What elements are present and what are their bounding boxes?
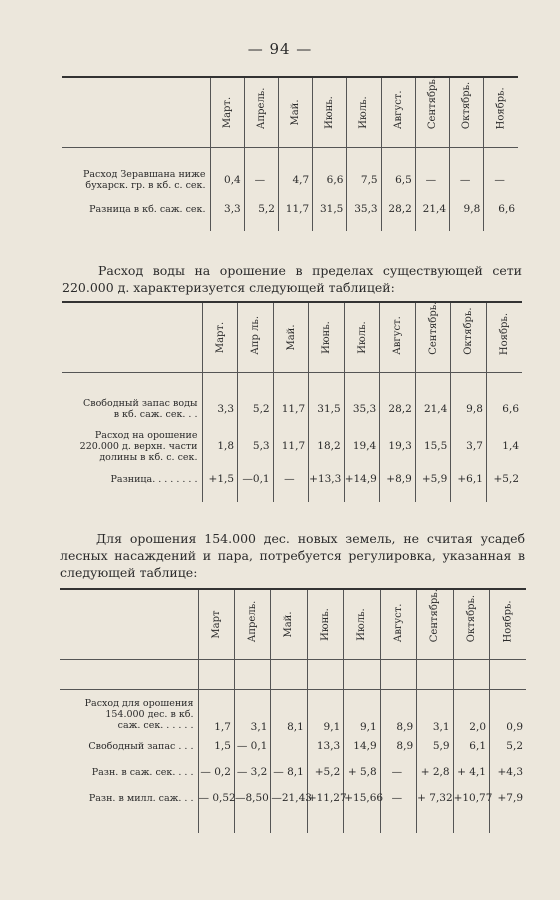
- table-cell: +6,1: [451, 466, 487, 492]
- table-cell: +1,5: [202, 466, 238, 492]
- month-header: Июль.: [344, 589, 380, 659]
- table-cell: +10,77: [453, 785, 489, 811]
- table-cell: 21,4: [415, 199, 449, 219]
- table-cell: 11,7: [278, 199, 312, 219]
- month-header: Апрель.: [244, 77, 278, 147]
- table-cell: 0,4: [210, 161, 244, 199]
- row-label: Расход Зеравшана ниже бухарск. гр. в кб. с. сек.: [83, 169, 206, 191]
- table-cell: —: [415, 161, 449, 199]
- table-cell: —: [380, 785, 416, 811]
- table-cell: — 3,2: [234, 759, 270, 785]
- row-label: Свободный запас . . .: [88, 740, 194, 752]
- month-header: Сентябрь.: [417, 589, 453, 659]
- table-row: [62, 161, 518, 199]
- table-cell: 5,9: [417, 733, 453, 759]
- row-label: Разн. в милл. саж. . .: [88, 792, 194, 804]
- table-cell: 3,7: [451, 426, 487, 466]
- table-cell: 11,7: [273, 392, 309, 426]
- table-cell: 0,9: [490, 689, 527, 733]
- table-irrigation-existing: [62, 301, 522, 502]
- month-header: Июнь.: [313, 77, 347, 147]
- table-cell: 35,3: [347, 199, 381, 219]
- table-row: [60, 689, 526, 733]
- table-cell: 15,5: [415, 426, 451, 466]
- table-cell: —: [244, 161, 278, 199]
- table-cell: —8,50: [234, 785, 270, 811]
- table-cell: +8,9: [380, 466, 416, 492]
- table-row: [60, 785, 526, 811]
- table-row: [62, 466, 522, 492]
- paragraph-irrigation-existing: Расход воды на орошение в пределах существующей сети 220.000 д. характеризуется следующей таблицей:: [62, 263, 522, 295]
- table-cell: — 0,2: [198, 759, 234, 785]
- table-cell: — 0,1: [234, 733, 270, 759]
- table-cell: 28,2: [381, 199, 415, 219]
- table-cell: + 5,8: [344, 759, 380, 785]
- table-cell: 7,5: [347, 161, 381, 199]
- month-header: Март.: [202, 302, 238, 372]
- table-cell: 1,8: [202, 426, 238, 466]
- month-header: Июнь.: [309, 302, 345, 372]
- table-cell: 1,4: [486, 426, 522, 466]
- table-cell: —: [450, 161, 484, 199]
- row-label: Расход для орошения 154.000 дес. в кб. саж. сек. . . . . .: [84, 698, 194, 731]
- table-header-row: [62, 302, 522, 372]
- table-cell: 11,7: [273, 426, 309, 466]
- table-row: [60, 733, 526, 759]
- month-header: Ноябрь.: [490, 589, 527, 659]
- month-header: Май.: [273, 302, 309, 372]
- table-cell: +15,66: [344, 785, 380, 811]
- table-cell: 3,3: [210, 199, 244, 219]
- table-cell: 5,2: [490, 733, 527, 759]
- month-header: Ноябрь.: [486, 302, 522, 372]
- table-header-row: [60, 589, 526, 659]
- table-row: [62, 426, 522, 466]
- month-header: Октябрь.: [451, 302, 487, 372]
- table-zeravshan-discharge: [62, 76, 518, 231]
- table-cell: —: [273, 466, 309, 492]
- table-cell: 14,9: [344, 733, 380, 759]
- table-cell: 19,4: [344, 426, 380, 466]
- table-header-row: [62, 77, 518, 147]
- table-cell: +4,3: [490, 759, 527, 785]
- table-cell: 2,0: [453, 689, 489, 733]
- page-number: — 94 —: [247, 40, 313, 58]
- month-header: Октябрь.: [453, 589, 489, 659]
- table-cell: —: [380, 759, 416, 785]
- table-cell: 13,3: [307, 733, 343, 759]
- table-cell: — 0,52: [198, 785, 234, 811]
- month-header: Май.: [278, 77, 312, 147]
- table-cell: 19,3: [380, 426, 416, 466]
- table-cell: +5,2: [307, 759, 343, 785]
- row-label: Расход на орошение 220.000 д. верхн. части долины в кб. с. сек.: [79, 429, 198, 463]
- table-cell: 6,6: [484, 199, 518, 219]
- month-header: Июнь.: [307, 589, 343, 659]
- table-cell: 9,1: [307, 689, 343, 733]
- table-cell: +13,3: [309, 466, 345, 492]
- table-cell: 6,6: [313, 161, 347, 199]
- table-cell: 8,9: [380, 689, 416, 733]
- table-cell: 31,5: [313, 199, 347, 219]
- table-cell: 6,5: [381, 161, 415, 199]
- table-row: [62, 199, 518, 219]
- table-cell: 28,2: [380, 392, 416, 426]
- month-header: Май.: [271, 589, 307, 659]
- table-cell: —0,1: [238, 466, 274, 492]
- table-cell: —21,43: [271, 785, 307, 811]
- month-header: Сентябрь.: [415, 302, 451, 372]
- table-cell: 6,6: [486, 392, 522, 426]
- table-cell: 8,1: [271, 689, 307, 733]
- month-header: Сентябрь.: [415, 77, 449, 147]
- month-header: Ноябрь.: [484, 77, 518, 147]
- row-label: Разница. . . . . . . .: [110, 473, 198, 485]
- month-header: Апр ль.: [238, 302, 274, 372]
- table-cell: 1,5: [198, 733, 234, 759]
- table-cell: 9,8: [450, 199, 484, 219]
- row-label: Разница в кб. саж. сек.: [89, 203, 206, 215]
- table-cell: —: [484, 161, 518, 199]
- table-cell: +11,27: [307, 785, 343, 811]
- table-cell: +7,9: [490, 785, 527, 811]
- month-header: Июль.: [347, 77, 381, 147]
- table-cell: [271, 733, 307, 759]
- month-header: Июль.: [344, 302, 380, 372]
- table-cell: 5,2: [244, 199, 278, 219]
- table-cell: 1,7: [198, 689, 234, 733]
- table-cell: 8,9: [380, 733, 416, 759]
- month-header: Август.: [380, 302, 416, 372]
- table-cell: 3,1: [417, 689, 453, 733]
- month-header: Август.: [380, 589, 416, 659]
- table-cell: + 2,8: [417, 759, 453, 785]
- table-cell: 9,1: [344, 689, 380, 733]
- table-cell: 5,3: [238, 426, 274, 466]
- table-cell: 31,5: [309, 392, 345, 426]
- table-cell: + 7,32: [417, 785, 453, 811]
- table-cell: +5,9: [415, 466, 451, 492]
- month-header: Март.: [210, 77, 244, 147]
- table-cell: — 8,1: [271, 759, 307, 785]
- table-cell: 3,3: [202, 392, 238, 426]
- table-cell: 6,1: [453, 733, 489, 759]
- month-header: Август.: [381, 77, 415, 147]
- table-cell: + 4,1: [453, 759, 489, 785]
- table-cell: 9,8: [451, 392, 487, 426]
- table-cell: 35,3: [344, 392, 380, 426]
- month-header: Октябрь.: [450, 77, 484, 147]
- table-cell: +14,9: [344, 466, 380, 492]
- table-cell: 5,2: [238, 392, 274, 426]
- row-label: Свободный запас воды в кб. саж. сек. . .: [82, 398, 198, 420]
- table-cell: 3,1: [234, 689, 270, 733]
- table-row: [60, 759, 526, 785]
- paragraph-irrigation-new: Для орошения 154.000 дес. новых земель, не считая усадеб лесных насаждений и пара, потребуется регулировка, указанная в следующей таблице:: [60, 531, 525, 580]
- table-cell: 4,7: [278, 161, 312, 199]
- table-cell: 18,2: [309, 426, 345, 466]
- table-irrigation-new-lands: [60, 588, 526, 833]
- table-cell: +5,2: [486, 466, 522, 492]
- row-label: Разн. в саж. сек. . . .: [91, 766, 194, 778]
- month-header: Апрель.: [234, 589, 270, 659]
- table-row: [62, 392, 522, 426]
- table-cell: 21,4: [415, 392, 451, 426]
- month-header: Март: [198, 589, 234, 659]
